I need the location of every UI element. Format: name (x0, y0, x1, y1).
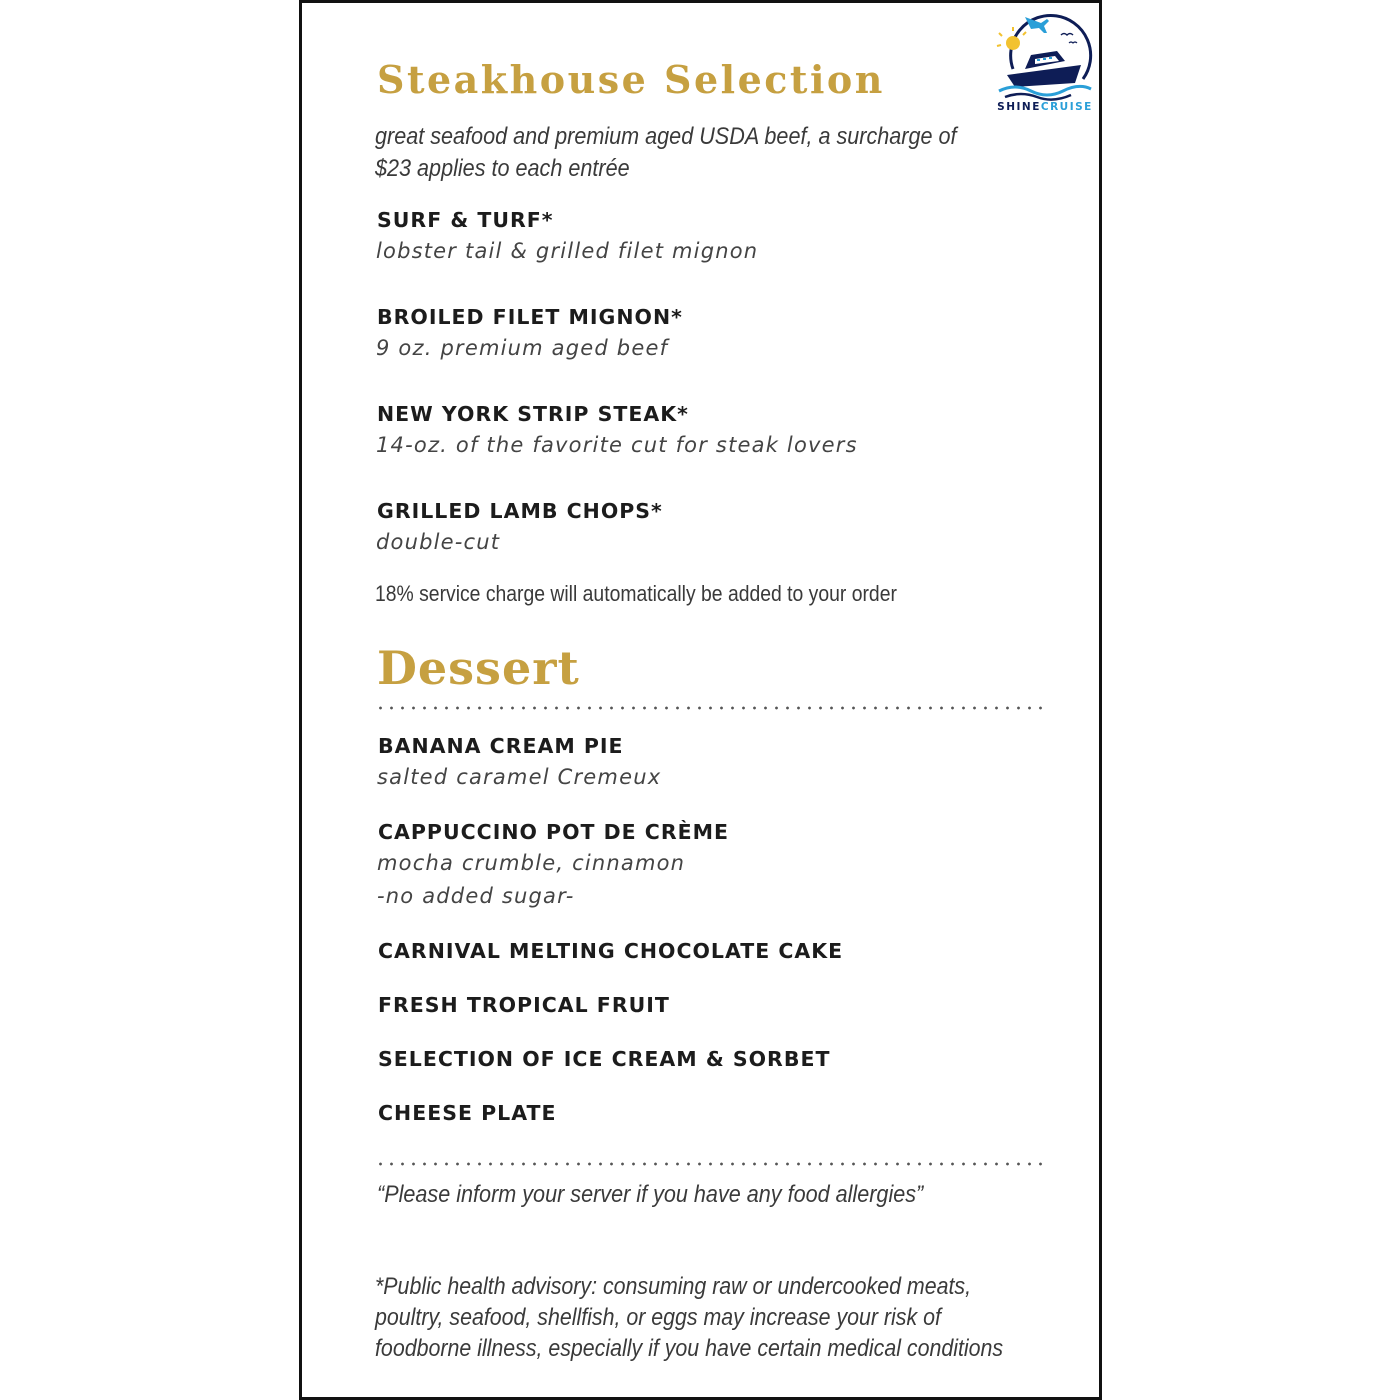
menu-item-desc: 9 oz. premium aged beef (376, 336, 669, 360)
menu-item-name: CARNIVAL MELTING CHOCOLATE CAKE (378, 939, 844, 963)
menu-item-name: BROILED FILET MIGNON* (377, 305, 683, 329)
health-advisory: *Public health advisory: consuming raw or undercooked meats, poultry, seafood, shellfish, or eggs may increase your risk of foodborne illness, especially if you have certain medical conditions (375, 1273, 1004, 1362)
dessert-title: Dessert (377, 641, 580, 695)
menu-item-name: NEW YORK STRIP STEAK* (377, 402, 689, 426)
dotted-divider (375, 1162, 1045, 1166)
dotted-divider (375, 706, 1045, 710)
steakhouse-title: Steakhouse Selection (377, 57, 885, 102)
menu-item-name: SELECTION OF ICE CREAM & SORBET (378, 1047, 831, 1071)
menu-item-desc: lobster tail & grilled filet mignon (376, 239, 759, 263)
menu-item-desc: 14-oz. of the favorite cut for steak lovers (376, 433, 858, 457)
menu-item-desc: double-cut (376, 530, 501, 554)
menu-item-name: BANANA CREAM PIE (378, 734, 624, 758)
shine-cruise-logo (995, 9, 1095, 115)
menu-item-desc: salted caramel Cremeux (377, 765, 662, 789)
logo-text (995, 101, 1095, 113)
menu-item-name: CAPPUCCINO POT DE CRÈME (378, 820, 730, 844)
service-charge-note: 18% service charge will automatically be added to your order (375, 581, 897, 606)
menu-item-name: SURF & TURF* (377, 208, 554, 232)
menu-item-name: CHEESE PLATE (378, 1101, 557, 1125)
menu-item-name: GRILLED LAMB CHOPS* (377, 499, 663, 523)
menu-item-note: -no added sugar- (377, 884, 575, 908)
allergy-note: “Please inform your server if you have any food allergies” (377, 1181, 924, 1208)
cruise-ship-logo-icon (995, 9, 1095, 101)
logo-word-cruise: CRUISE (1040, 101, 1093, 113)
steakhouse-intro: great seafood and premium aged USDA beef, a surcharge of $23 applies to each entrée (375, 123, 957, 182)
logo-word-shine: SHINE (997, 101, 1041, 113)
menu-card (299, 0, 1102, 1400)
menu-item-desc: mocha crumble, cinnamon (377, 851, 686, 875)
menu-item-name: FRESH TROPICAL FRUIT (378, 993, 670, 1017)
